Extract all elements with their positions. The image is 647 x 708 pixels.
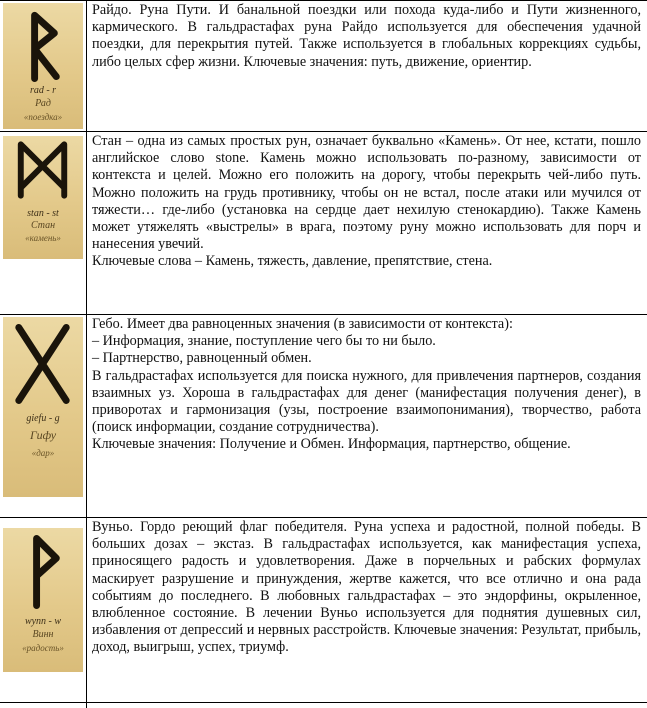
- paragraph: Стан – одна из самых простых рун, означает буквально «Камень». От нее, кстати, пошло английское слово stone. Камень можно использовать по-разному, зависимости от контекста и целей. Можно его положить на дорогу, чтобы перекрыть чей-либо путь. Можно положить на грудь противнику, чтобы он не встал, после атаки или мучился от тяжести… где-либо (установка на сердце дает нехилую стенокардию). Также Камень может утяжелять «выстрелы» в врага, поэтому руну можно использовать для порч и нанесения увечий.: [92, 133, 641, 253]
- paragraph: – Партнерство, равноценный обмен.: [92, 350, 312, 367]
- rune-description: [92, 519, 641, 657]
- rune-description: [92, 133, 641, 271]
- paragraph: В гальдрастафах используется для поиска нужного, для привлечения партнеров, создания взаимных уз. Хороша в гальдрастафах для денег (манифестация получения денег), в приворотах и гармонизация (узы, построение взаимопонимания), творчество, работа (поиск информации, создание сотрудничества).: [92, 367, 641, 436]
- rune-card: [3, 317, 83, 497]
- stan-rune-icon: [3, 136, 83, 204]
- paragraph: Райдо. Руна Пути. И банальной поездки или похода куда-либо и Пути жизненного, кармического. В гальдрастафах руна Райдо используется для обеспечения удачной поездки, для перекрытия путей. Также используется в глобальных коррекциях судьбы, либо целых сфер жизни. Ключевые значения: путь, движение, ориентир.: [92, 2, 641, 70]
- paragraph: Ключевые слова – Камень, тяжесть, давление, препятствие, стена.: [92, 253, 493, 270]
- rune-cell: [0, 132, 87, 314]
- rune-card: [3, 136, 83, 259]
- rune-cell: [0, 315, 87, 517]
- paragraph: – Информация, знание, поступление чего бы то ни было.: [92, 333, 436, 350]
- rune-transliteration: giefu - g: [26, 413, 60, 424]
- table-row: [0, 1, 647, 132]
- rune-description: [92, 2, 641, 71]
- table-row: [0, 315, 647, 518]
- rune-cell: [0, 518, 87, 702]
- raido-rune-icon: [3, 3, 83, 83]
- rune-transliteration: wynn - w: [24, 616, 62, 627]
- rune-meaning: «радость»: [22, 643, 64, 653]
- rune-meaning: «камень»: [25, 233, 61, 243]
- table-row: [0, 132, 647, 315]
- paragraph: Вуньо. Гордо реющий флаг победителя. Руна успеха и радостной, полной победы. В больших дозах – экстаз. В гальдрастафах используется, как манифестация успеха, приносящего радость и удовлетворения. Даже в порчельных и рабских формулах маскирует разрушение и принуждения, жертве кажется, что все отлично и она рада событиям до последнего. В любовных гальдрастафах – это эндорфины, окрыленное, влюбленное состояние. В лечении Вуньо используется для поднятия душевных сил, избавления от депрессий и нервных расстройств. Ключевые значения: Результат, прибыль, доход, выигрыш, успех, триумф.: [92, 519, 641, 656]
- rune-name: Рад: [35, 98, 51, 109]
- table-row-partial: [0, 703, 647, 708]
- rune-cell: [0, 1, 87, 131]
- wunjo-rune-icon: [3, 528, 83, 612]
- rune-name: Стан: [30, 220, 56, 231]
- rune-transliteration: rad - r: [29, 85, 57, 96]
- rune-card: [3, 3, 83, 129]
- table-row: [0, 518, 647, 703]
- rune-card: [3, 528, 83, 672]
- rune-meaning: «дар»: [31, 448, 55, 458]
- rune-name: Винн: [32, 629, 54, 640]
- paragraph: Гебо. Имеет два равноценных значения (в зависимости от контекста):: [92, 316, 513, 332]
- rune-meaning: «поездка»: [23, 112, 63, 122]
- paragraph: Ключевые значения: Получение и Обмен. Информация, партнерство, общение.: [92, 436, 571, 453]
- rune-transliteration: stan - st: [27, 208, 59, 219]
- rune-description: [92, 316, 641, 454]
- rune-cell: [0, 703, 87, 708]
- gebo-rune-icon: [3, 317, 83, 409]
- rune-name: Гифу: [29, 428, 57, 442]
